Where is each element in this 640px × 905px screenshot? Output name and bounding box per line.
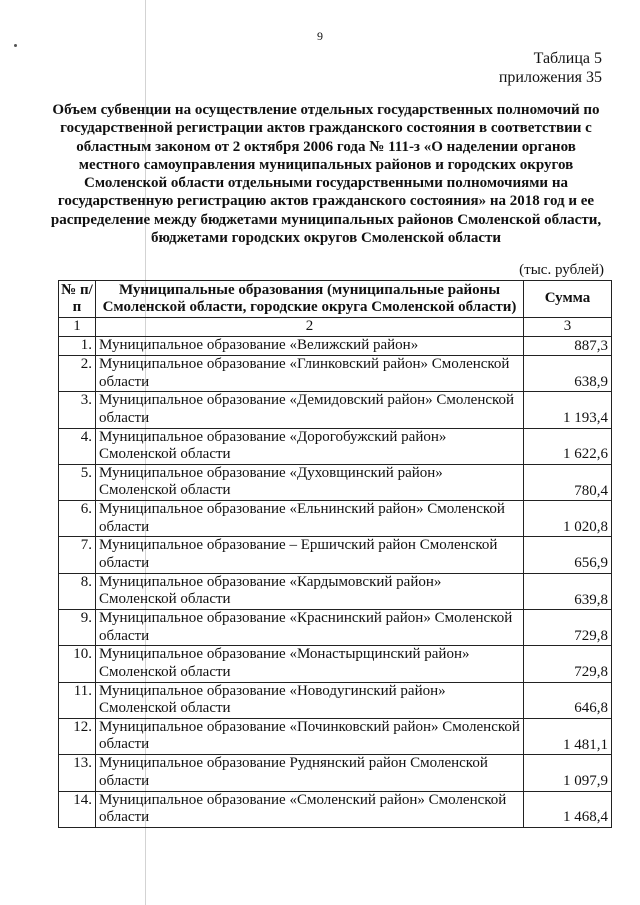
header-sum: Сумма [524, 281, 612, 318]
row-sum: 1 020,8 [524, 501, 612, 537]
column-number-3: 3 [524, 318, 612, 337]
row-sum: 646,8 [524, 682, 612, 718]
column-number-2: 2 [96, 318, 524, 337]
header-num: № п/п [59, 281, 96, 318]
row-sum: 656,9 [524, 537, 612, 573]
column-number-1: 1 [59, 318, 96, 337]
table-reference [499, 49, 602, 87]
row-name: Муниципальное образование «Ельнинский район» Смоленской области [96, 501, 524, 537]
row-sum: 638,9 [524, 356, 612, 392]
table-body [59, 337, 612, 828]
row-name: Муниципальное образование «Монастырщинский район» Смоленской области [96, 646, 524, 682]
row-name: Муниципальное образование – Ершичский район Смоленской области [96, 537, 524, 573]
table-row [59, 682, 612, 718]
row-name: Муниципальное образование «Починковский район» Смоленской области [96, 718, 524, 754]
table-row [59, 755, 612, 791]
table-reference-line-1: Таблица 5 [533, 50, 602, 67]
row-number: 3. [59, 392, 96, 428]
row-number: 11. [59, 682, 96, 718]
row-name: Муниципальное образование «Демидовский район» Смоленской области [96, 392, 524, 428]
row-number: 9. [59, 610, 96, 646]
row-name: Муниципальное образование «Дорогобужский район» Смоленской области [96, 428, 524, 464]
table-row [59, 537, 612, 573]
row-name: Муниципальное образование «Новодугинский район» Смоленской области [96, 682, 524, 718]
row-sum: 1 193,4 [524, 392, 612, 428]
table-row [59, 718, 612, 754]
row-number: 1. [59, 337, 96, 356]
table-row [59, 610, 612, 646]
table-row [59, 646, 612, 682]
table-row [59, 428, 612, 464]
row-number: 4. [59, 428, 96, 464]
row-name: Муниципальное образование Руднянский район Смоленской области [96, 755, 524, 791]
row-sum: 1 622,6 [524, 428, 612, 464]
table-row [59, 573, 612, 609]
table-header-row [59, 281, 612, 318]
row-number: 14. [59, 791, 96, 827]
table-row [59, 464, 612, 500]
row-number: 8. [59, 573, 96, 609]
subvention-table [58, 280, 612, 828]
header-name: Муниципальные образования (муниципальные районы Смоленской области, городские округа Смоленской области) [96, 281, 524, 318]
row-sum: 639,8 [524, 573, 612, 609]
row-number: 6. [59, 501, 96, 537]
row-sum: 729,8 [524, 610, 612, 646]
table-row [59, 356, 612, 392]
row-number: 7. [59, 537, 96, 573]
table-row [59, 392, 612, 428]
row-name: Муниципальное образование «Краснинский район» Смоленской области [96, 610, 524, 646]
row-name: Муниципальное образование «Смоленский район» Смоленской области [96, 791, 524, 827]
row-number: 10. [59, 646, 96, 682]
row-name: Муниципальное образование «Духовщинский район» Смоленской области [96, 464, 524, 500]
row-sum: 780,4 [524, 464, 612, 500]
row-sum: 887,3 [524, 337, 612, 356]
row-name: Муниципальное образование «Велижский район» [96, 337, 524, 356]
row-sum: 1 468,4 [524, 791, 612, 827]
row-name: Муниципальное образование «Кардымовский район» Смоленской области [96, 573, 524, 609]
document-title: Объем субвенции на осуществление отдельных государственных полномочий по государственной регистрации актов гражданского состояния в соответствии с областным законом от 2 октября 2006 года № 111-з «О наделении органов местного самоуправления муниципальных районов и городских округов Смоленской области отдельными государственными полномочиями на государственную регистрацию актов гражданского состояния» на 2018 год и ее распределение между бюджетами муниципальных районов Смоленской области, бюджетами городских округов Смоленской области [50, 102, 602, 247]
scan-dot [14, 44, 17, 47]
table-reference-line-2: приложения 35 [498, 69, 602, 86]
table-row [59, 337, 612, 356]
row-sum: 1 097,9 [524, 755, 612, 791]
page-number: 9 [317, 29, 323, 43]
row-number: 12. [59, 718, 96, 754]
row-number: 13. [59, 755, 96, 791]
row-number: 5. [59, 464, 96, 500]
row-sum: 729,8 [524, 646, 612, 682]
table-row [59, 791, 612, 827]
row-name: Муниципальное образование «Глинковский район» Смоленской области [96, 356, 524, 392]
column-numbers-row [59, 318, 612, 337]
units-label: (тыс. рублей) [519, 262, 604, 278]
row-sum: 1 481,1 [524, 718, 612, 754]
row-number: 2. [59, 356, 96, 392]
table-row [59, 501, 612, 537]
